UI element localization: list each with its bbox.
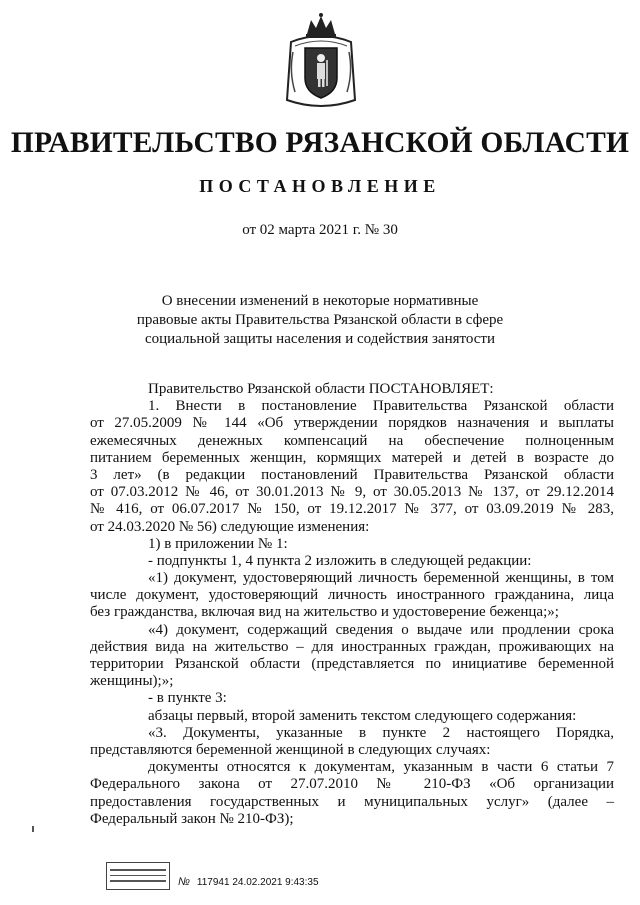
subject-line: социальной защиты населения и содействия занятости [145,331,495,347]
body-line: представляются беременной женщиной в следующих случаях: [90,741,491,758]
inbox-mark: № [178,876,190,888]
registration-stamp [178,876,319,888]
body-line: от 24.03.2020 № 56) следующие изменения: [90,518,370,535]
body-line: числе документ, удостоверяющий личность иностранного гражданина, лица [90,587,614,604]
document-subject [120,292,520,349]
body-line: от 07.03.2012 № 46, от 30.01.2013 № 9, от 30.05.2013 № 137, от 29.12.2014 [90,484,614,501]
subject-line: О внесении изменений в некоторые нормативные [161,293,479,309]
body-line: документы относятся к документам, указанным в части 6 статьи 7 [148,759,614,776]
barcode-stamp-icon [106,862,170,890]
body-line: без гражданства, включая вид на жительство и удостоверение беженца;»; [90,604,559,621]
document-type: ПОСТАНОВЛЕНИЕ [199,176,441,196]
body-line: № 416, от 06.07.2017 № 150, от 19.12.2017 № 377, от 03.09.2019 № 283, [90,501,614,518]
body-line: «1) документ, удостоверяющий личность беременной женщины, в том [148,570,614,587]
body-line: предоставления государственных и муниципальных услуг» (далее – [90,793,614,810]
body-line: Правительство Рязанской области ПОСТАНОВЛЯЕТ: [148,381,494,397]
body-line: - в пункте 3: [148,690,227,707]
margin-mark [32,826,34,832]
body-line: 1) в приложении № 1: [148,535,288,552]
body-line: территории Рязанской области (представляется по инициативе беременной [90,656,614,672]
body-line: - подпункты 1, 4 пункта 2 изложить в следующей редакции: [148,552,532,569]
body-line: действия вида на жительство – для иностранных граждан, проживающих на [90,638,614,655]
government-title: ПРАВИТЕЛЬСТВО РЯЗАНСКОЙ ОБЛАСТИ [10,127,630,159]
body-line: 1. Внести в постановление Правительства Рязанской области [148,398,614,415]
body-line: Федерального закона от 27.07.2010 № 210-ФЗ «Об организации [90,776,614,793]
body-line: «3. Документы, указанные в пункте 2 настоящего Порядка, [148,724,614,741]
body-line: «4) документ, содержащий сведения о выдаче или продлении срока [148,621,614,638]
subject-line: правовые акты Правительства Рязанской области в сфере [136,312,504,328]
registration-number: 117941 24.02.2021 9:43:35 [196,877,319,888]
document-date-number: от 02 марта 2021 г. № 30 [242,222,398,238]
document-body [90,381,614,828]
body-line: Федеральный закон № 210-ФЗ); [90,810,294,827]
body-line: питанием беременных женщин, кормящих матерей и детей в возрасте до [90,449,614,466]
body-line: от 27.05.2009 № 144 «Об утверждении порядков назначения и выплаты [90,415,614,432]
body-line: 3 лет» (в редакции постановлений Правительства Рязанской области [90,466,614,483]
body-line: женщины);»; [90,673,174,690]
body-line: абзацы первый, второй заменить текстом следующего содержания: [148,707,577,724]
body-line: ежемесячных денежных компенсаций на обеспечение полноценным [90,432,614,449]
ryazan-coat-of-arms-icon [285,12,357,112]
